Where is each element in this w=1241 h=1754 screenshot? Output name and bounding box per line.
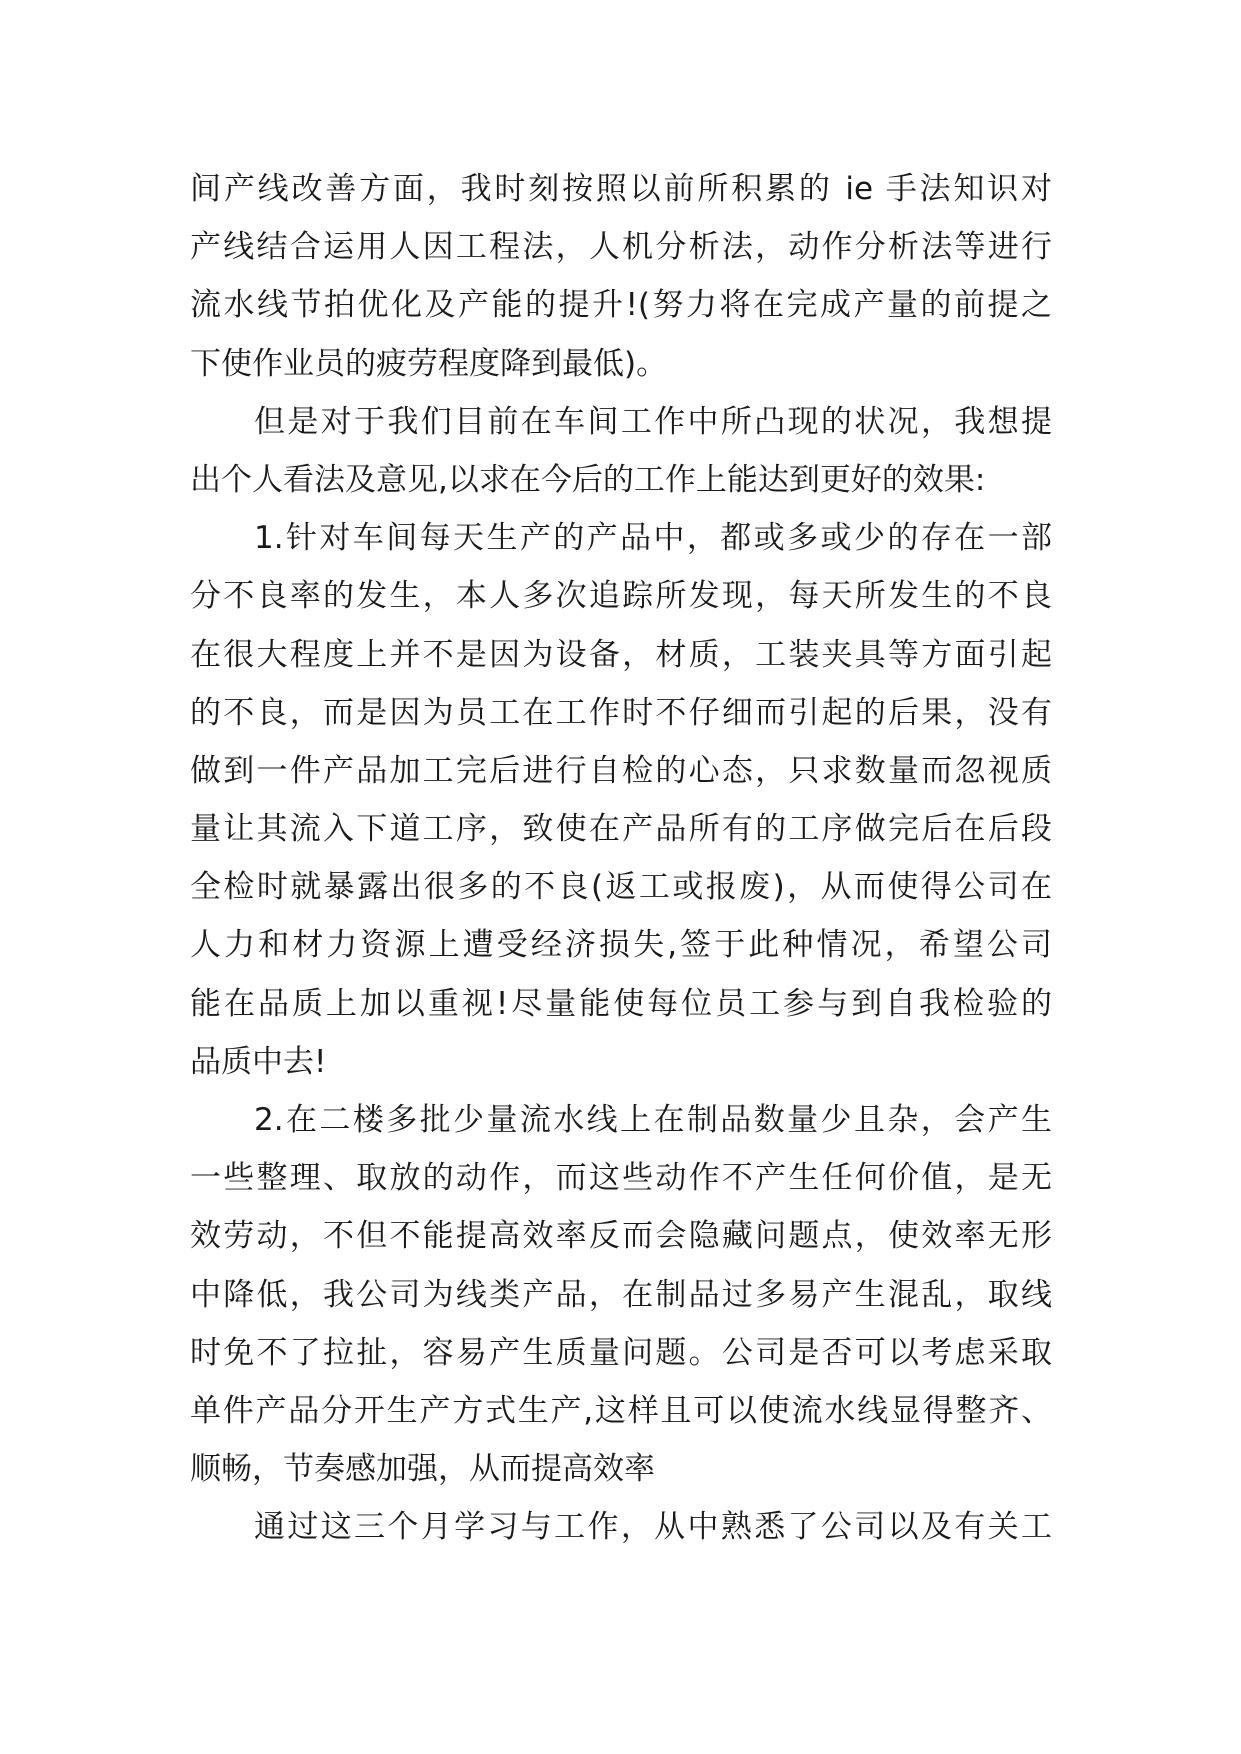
text-line: 做到一件产品加工完后进行自检的心态，只求数量而忽视质	[190, 752, 1052, 789]
text-line: 流水线节拍优化及产能的提升!(努力将在完成产量的前提之	[190, 287, 1052, 324]
text-line: 品质中去!	[190, 1043, 327, 1080]
text-line: 能在品质上加以重视!尽量能使每位员工参与到自我检验的	[190, 985, 1052, 1022]
text-line: 下使作业员的疲劳程度降到最低)。	[190, 345, 668, 382]
text-line: 2.在二楼多批少量流水线上在制品数量少且杂，会产生	[254, 1102, 1052, 1138]
text-line: 间产线改善方面，我时刻按照以前所积累的 ie 手法知识对	[190, 171, 1052, 207]
text-line: 量让其流入下道工序，致使在产品所有的工序做完后在后段	[190, 811, 1052, 848]
text-line: 中降低，我公司为线类产品，在制品过多易产生混乱，取线	[190, 1276, 1052, 1313]
text-line: 单件产品分开生产方式生产,这样且可以使流水线显得整齐、	[190, 1392, 1052, 1429]
text-line: 出个人看法及意见,以求在今后的工作上能达到更好的效果:	[190, 461, 986, 498]
text-line: 产线结合运用人因工程法，人机分析法，动作分析法等进行	[190, 229, 1052, 266]
text-line: 全检时就暴露出很多的不良(返工或报废)，从而使得公司在	[190, 869, 1052, 906]
text-line: 在很大程度上并不是因为设备，材质，工装夹具等方面引起	[190, 636, 1052, 673]
body-text	[190, 160, 1052, 1557]
text-line: 时免不了拉扯，容易产生质量问题。公司是否可以考虑采取	[190, 1334, 1052, 1371]
text-line: 但是对于我们目前在车间工作中所凸现的状况，我想提	[254, 403, 1052, 440]
text-line: 效劳动，不但不能提高效率反而会隐藏问题点，使效率无形	[190, 1218, 1052, 1255]
text-line: 顺畅，节奏感加强，从而提高效率	[190, 1451, 655, 1488]
text-line: 的不良，而是因为员工在工作时不仔细而引起的后果，没有	[190, 694, 1052, 731]
text-line: 人力和材力资源上遭受经济损失,签于此种情况，希望公司	[190, 927, 1052, 964]
text-line: 1.针对车间每天生产的产品中，都或多或少的存在一部	[254, 520, 1052, 557]
text-line: 一些整理、取放的动作，而这些动作不产生任何价值，是无	[190, 1160, 1052, 1197]
text-line: 通过这三个月学习与工作，从中熟悉了公司以及有关工	[254, 1509, 1052, 1546]
text-line: 分不良率的发生，本人多次追踪所发现，每天所发生的不良	[190, 578, 1052, 615]
